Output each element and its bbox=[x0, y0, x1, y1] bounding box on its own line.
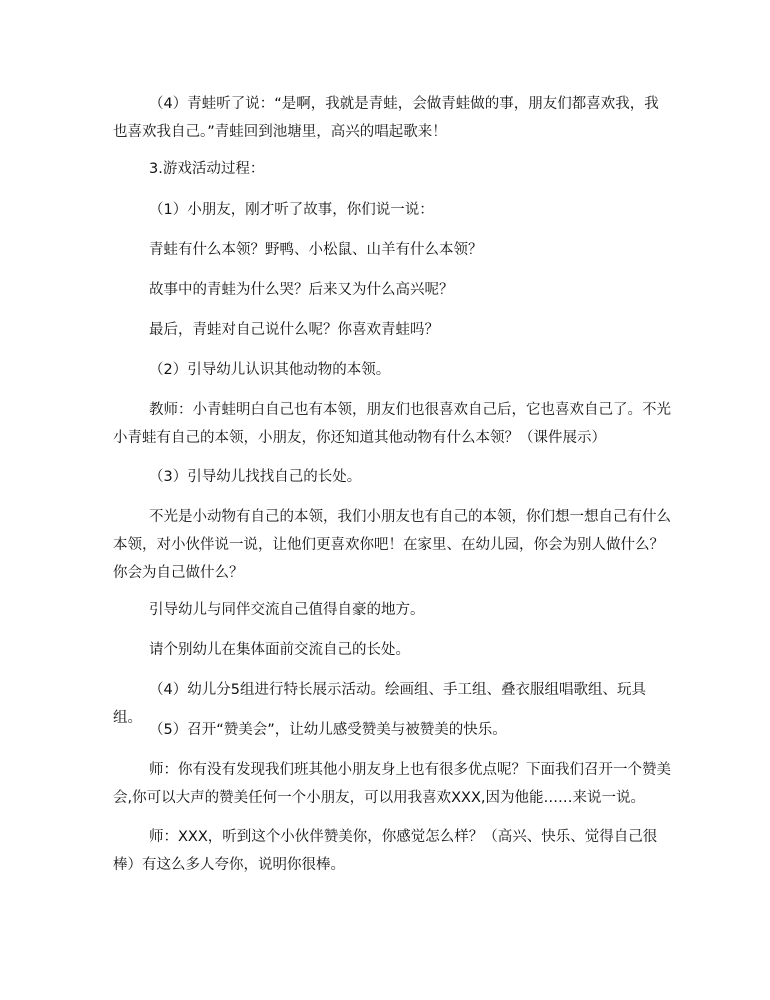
paragraph-step-4: （4）幼儿分5组进行特长展示活动。绘画组、手工组、叠衣服组唱歌组、玩具组。 bbox=[113, 682, 646, 726]
paragraph-step-5: （5）召开“赞美会”，让幼儿感受赞美与被赞美的快乐。 bbox=[149, 722, 507, 738]
paragraph-teacher-1: 教师：小青蛙明白自己也有本领，朋友们也很喜欢自己后，它也喜欢自己了。不光小青蛙有自己的本领，小朋友，你还知道其他动物有什么本领？（课件展示） bbox=[113, 402, 671, 446]
paragraph-teacher-3: 师：XXX，听到这个小伙伴赞美你，你感觉怎么样？（高兴、快乐、觉得自己很棒）有这么多人夸你，说明你很棒。 bbox=[113, 829, 658, 873]
paragraph-question-1: 青蛙有什么本领？野鸭、小松鼠、山羊有什么本领？ bbox=[149, 242, 483, 258]
paragraph-question-2: 故事中的青蛙为什么哭？后来又为什么高兴呢？ bbox=[149, 282, 454, 298]
paragraph-guide-peers: 引导幼儿与同伴交流自己值得自豪的地方。 bbox=[149, 602, 425, 618]
paragraph-step-1: （1）小朋友，刚才听了故事，你们说一说： bbox=[149, 202, 434, 218]
paragraph-individual-share: 请个别幼儿在集体面前交流自己的长处。 bbox=[149, 642, 410, 658]
paragraph-question-3: 最后，青蛙对自己说什么呢？你喜欢青蛙吗？ bbox=[149, 322, 439, 338]
paragraph-step-2: （2）引导幼儿认识其他动物的本领。 bbox=[149, 362, 391, 378]
paragraph-game-process-heading: 3.游戏活动过程： bbox=[149, 161, 265, 177]
paragraph-frog-reply: （4）青蛙听了说：“是啊，我就是青蛙，会做青蛙做的事，朋友们都喜欢我，我也喜欢我自己。”青蛙回到池塘里，高兴的唱起歌来！ bbox=[113, 96, 659, 140]
paragraph-strengths: 不光是小动物有自己的本领，我们小朋友也有自己的本领，你们想一想自己有什么本领，对小伙伴说一说，让他们更喜欢你吧！在家里、在幼儿园，你会为别人做什么？你会为自己做什么？ bbox=[113, 509, 671, 581]
paragraph-teacher-2: 师：你有没有发现我们班其他小朋友身上也有很多优点呢？下面我们召开一个赞美会,你可以大声的赞美任何一个小朋友，可以用我喜欢XXX,因为他能……来说一说。 bbox=[113, 762, 671, 806]
paragraph-step-3: （3）引导幼儿找找自己的长处。 bbox=[149, 469, 362, 485]
